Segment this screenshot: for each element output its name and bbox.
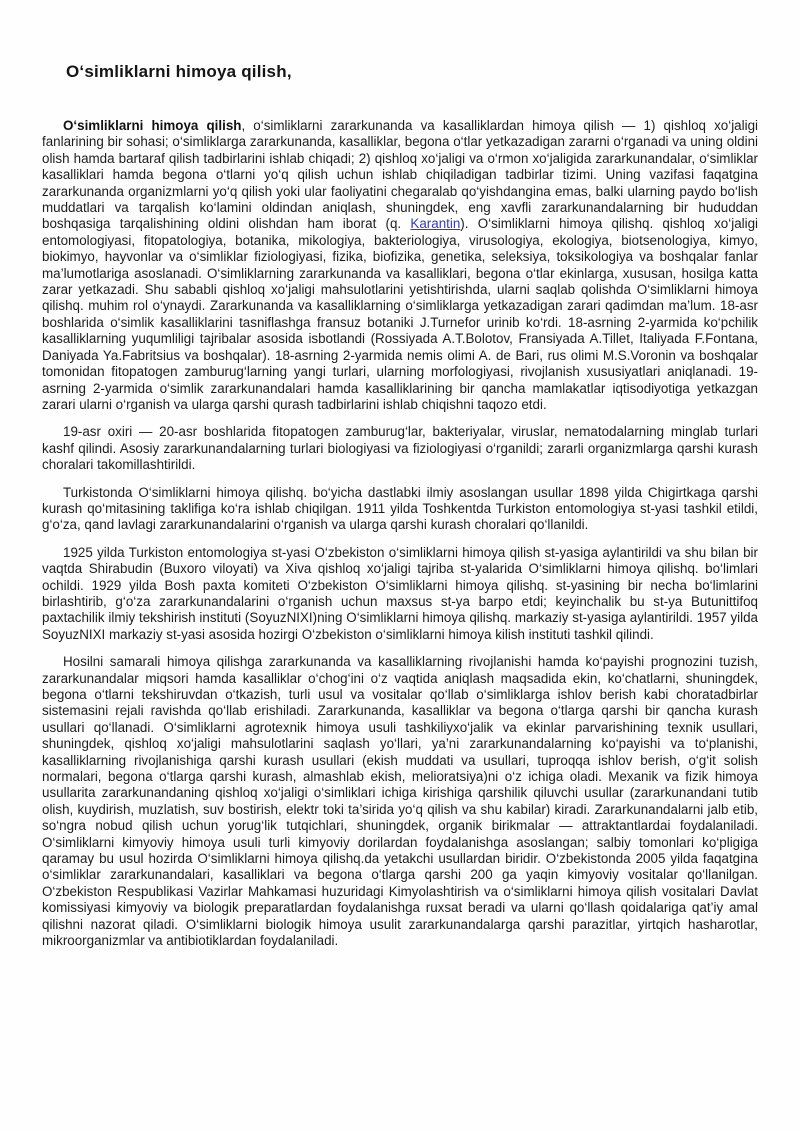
lead-term: O‘simliklarni himoya qilish — [63, 118, 242, 133]
paragraph-1925: 1925 yilda Turkiston entomologiya st-yasi O‘zbekiston o‘simliklarni himoya qilish st-yasiga aylantirildi va shu bilan bir vaqtda Shirabudin (Buxoro viloyati) va Xiva qishloq xo‘jaligi tajriba st-yalarida O‘simliklarni himoya qilishq. bo‘limlari ochildi. 1929 yilda Bosh paxta komiteti O‘zbekiston O‘simliklarni himoya qilishq. st-yasining bir necha bo‘limlarini birlashtirib, g‘o‘za zararkunandalarini o‘rganish uchun maxsus st-ya barpo etdi; keyinchalik bu st-ya Butunittifoq paxtachilik ilmiy tekshirish instituti (SoyuzNIXI)ning O‘simliklarni himoya qilishq. markaziy st-yasiga aylantirildi. 1957 yilda SoyuzNIXI markaziy st-yasi asosida hozirgi O‘zbekiston o‘simliklarni himoya kilish instituti tashkil qilindi. — [42, 544, 758, 642]
karantin-link[interactable]: Karantin — [410, 216, 461, 232]
paragraph-methods: Hosilni samarali himoya qilishga zararkunanda va kasalliklarning rivojlanishi hamda ko‘payishi prognozini tuzish, zararkunandalar miqsori hamda kasalliklar o‘chog‘ini o‘z vaqtida aniqlash maqsadida ekin, ko‘chatlarni, shuningdek, begona o‘tlarni tekshiruvdan o‘tkazish, turli usul va vositalar qo‘llab o‘simliklarga ishlov berish kabi choratadbirlar sistemasini rejali ravishda qo‘llab erishiladi. Zararkunanda, kasalliklar va begona o‘tlarga qarshi bir qancha kurash usullari qo‘llanadi. O‘simliklarni agrotexnik himoya usuli tashkiliyxo‘jalik va ekinlar parvarishining texnik usullari, shuningdek, qishloq xo‘jaligi mahsulotlarini saqlash yo‘llari, ya’ni zararkunandalarning ko‘payishi va to‘planishi, kasalliklarning rivojlanishiga qarshi kurash usullari (ekish muddati va usullari, tuproqqa ishlov berish, o‘g‘it solish normalari, begona o‘tlarga qarshi kurash, almashlab ekish, melioratsiya)ni o‘z ichiga oladi. Mexanik va fizik himoya usullarita zararkunandaning qishloq xo‘jaligi o‘simliklari ichiga kirishiga qarshilik qiluvchi usullar (zararkunandani tutib olish, kuydirish, muzlatish, suv bostirish, elektr toki ta’sirida yo‘q qilish va shu kabilar) kiradi. Zararkunandalarni jalb etib, so‘ngra nobud qilish uchun yorug‘lik tutqichlari, shuningdek, organik birikmalar — attraktantlardai foydalaniladi. O‘simliklarni kimyoviy himoya usuli turli kimyoviy dorilardan foydalanishga asoslangan; salbiy tomonlari ko‘pligiga qaramay bu usul hozirda O‘simliklarni himoya qilishq.da yetakchi usullardan biridir. O‘zbekistonda 2005 yilda faqatgina o‘simliklar zararkunandalari, kasalliklari va begona o‘tlarga qarshi 200 ga yaqin kimyoviy vositalar qo‘llanilgan. O‘zbekiston Respublikasi Vazirlar Mahkamasi huzuridagi Kimyolashtirish va o‘simliklarni himoya qilish vositalari Davlat komissiyasi kimyoviy va biologik preparatlardan foydalanishga ruxsat beradi va ularni qo‘llash qoidalariga qat’iy amal qilishni nazorat qiladi. O‘simliklarni biologik himoya usulit zararkunandalarga qarshi parazitlar, yirtqich hasharotlar, mikroorganizmlar va antibiotiklardan foydalaniladi. — [42, 654, 758, 949]
paragraph-lead — [42, 118, 758, 413]
page-title-text: O‘simliklarni himoya qilish — [66, 62, 287, 81]
lead-text-before-link: , o‘simliklarni zararkunanda va kasalliklardan himoya qilish — 1) qishloq xo‘jaligi fanlarining bir sohasi; o‘simliklarga zararkunanda, kasalliklar, begona o‘tlar yetkazadigan zararni o‘rganadi va uning oldini olish hamda bartaraf qilish tadbirlarini ishlab chiqadi; 2) qishloq xo‘jaligi va o‘rmon xo‘jaligida zararkunandalar, o‘simliklar kasalliklari hamda begona o‘tlarni yo‘q qilish uchun ishlab chiqiladigan tadbirlar tizimi. Uning vazifasi faqatgina zararkunanda organizmlarni yo‘q qilish yoki ular faoliyatini chegaralab qo‘yishdangina emas, balki ularning paydo bo‘lish muddatlari va tarqalish ko‘lamini oldindan aniqlash, shuningdek, eng xavfli zararkunandalarning bir hududdan boshqasiga tarqalishining oldini olishdan ham iborat (q. — [42, 118, 758, 232]
page-title — [66, 62, 758, 82]
paragraph-turkistan: Turkistonda O‘simliklarni himoya qilishq. bo‘yicha dastlabki ilmiy asoslangan usullar 1898 yilda Chigirtkaga qarshi kurash qo‘mitasining taklifiga ko‘ra ishlab chiqilgan. 1911 yilda Toshkentda Turkiston entomologiya st-yasi tashkil etildi, g‘o‘za, qand lavlagi zararkunandalarini o‘rganish va ularga qarshi kurash choralari qo‘llanildi. — [42, 484, 758, 533]
paragraph-history: 19-asr oxiri — 20-asr boshlarida fitopatogen zamburug‘lar, bakteriyalar, viruslar, nematodalarning minglab turlari kashf qilindi. Asosiy zararkunandalarning turlari biologiyasi va fiziologiyasi o‘rganildi; zararli organizmlarga qarshi kurash choralari takomillashtirildi. — [42, 424, 758, 473]
lead-text-after-link: ). O‘simliklarni himoya qilishq. qishloq xo‘jaligi entomologiyasi, fitopatologiya, botanika, mikologiya, bakteriologiya, virusologiya, ekologiya, biotsenologiya, kimyo, biokimyo, hayvonlar va o‘simliklar fiziologiyasi, fizika, biofizika, genetika, seleksiya, toksikologiya va boshqalar fanlar ma’lumotlariga asoslanadi. O‘simliklarning zararkunanda va kasalliklari, begona o‘tlar ekinlarga, xususan, hosilga katta zarar yetkazadi. Shu sababli qishloq xo‘jaligi mahsulotlarini yetishtirishda, ularni saqlab qolishda O‘simliklarni himoya qilishq. muhim rol o‘ynaydi. Zararkunanda va kasalliklarning o‘simliklarga yetkazadigan zarari qadimdan ma’lum. 18-asr boshlarida o‘simlik kasalliklarini tasniflashga fransuz botaniki J.Turnefor urinib ko‘rdi. 18-asrning 2-yarmida ko‘pchilik kasalliklarning yuqumliligi tajribalar asosida isbotlandi (Rossiyada A.T.Bolotov, Fransiyada A.Tillet, Italiyada F.Fontana, Daniyada Ya.Fabritsius va boshqalar). 18-asrning 2-yarmida nemis olimi A. de Bari, rus olimi M.S.Voronin va boshqalar tomonidan fitopatogen zamburug‘larning yangi turlari, ularning morfologiyasi, rivojlanish xususiyatlari aniqlanadi. 19-asrning 2-yarmida o‘simlik zararkunandalari hamda kasalliklarining bir qancha mamlakatlar iqtisodiyotiga yetkazgan zarari ularni o‘rganish va ularga qarshi qurash tadbirlarini ishlab chiqishni taqozo etdi. — [42, 216, 759, 412]
page-title-comma: , — [286, 62, 292, 81]
